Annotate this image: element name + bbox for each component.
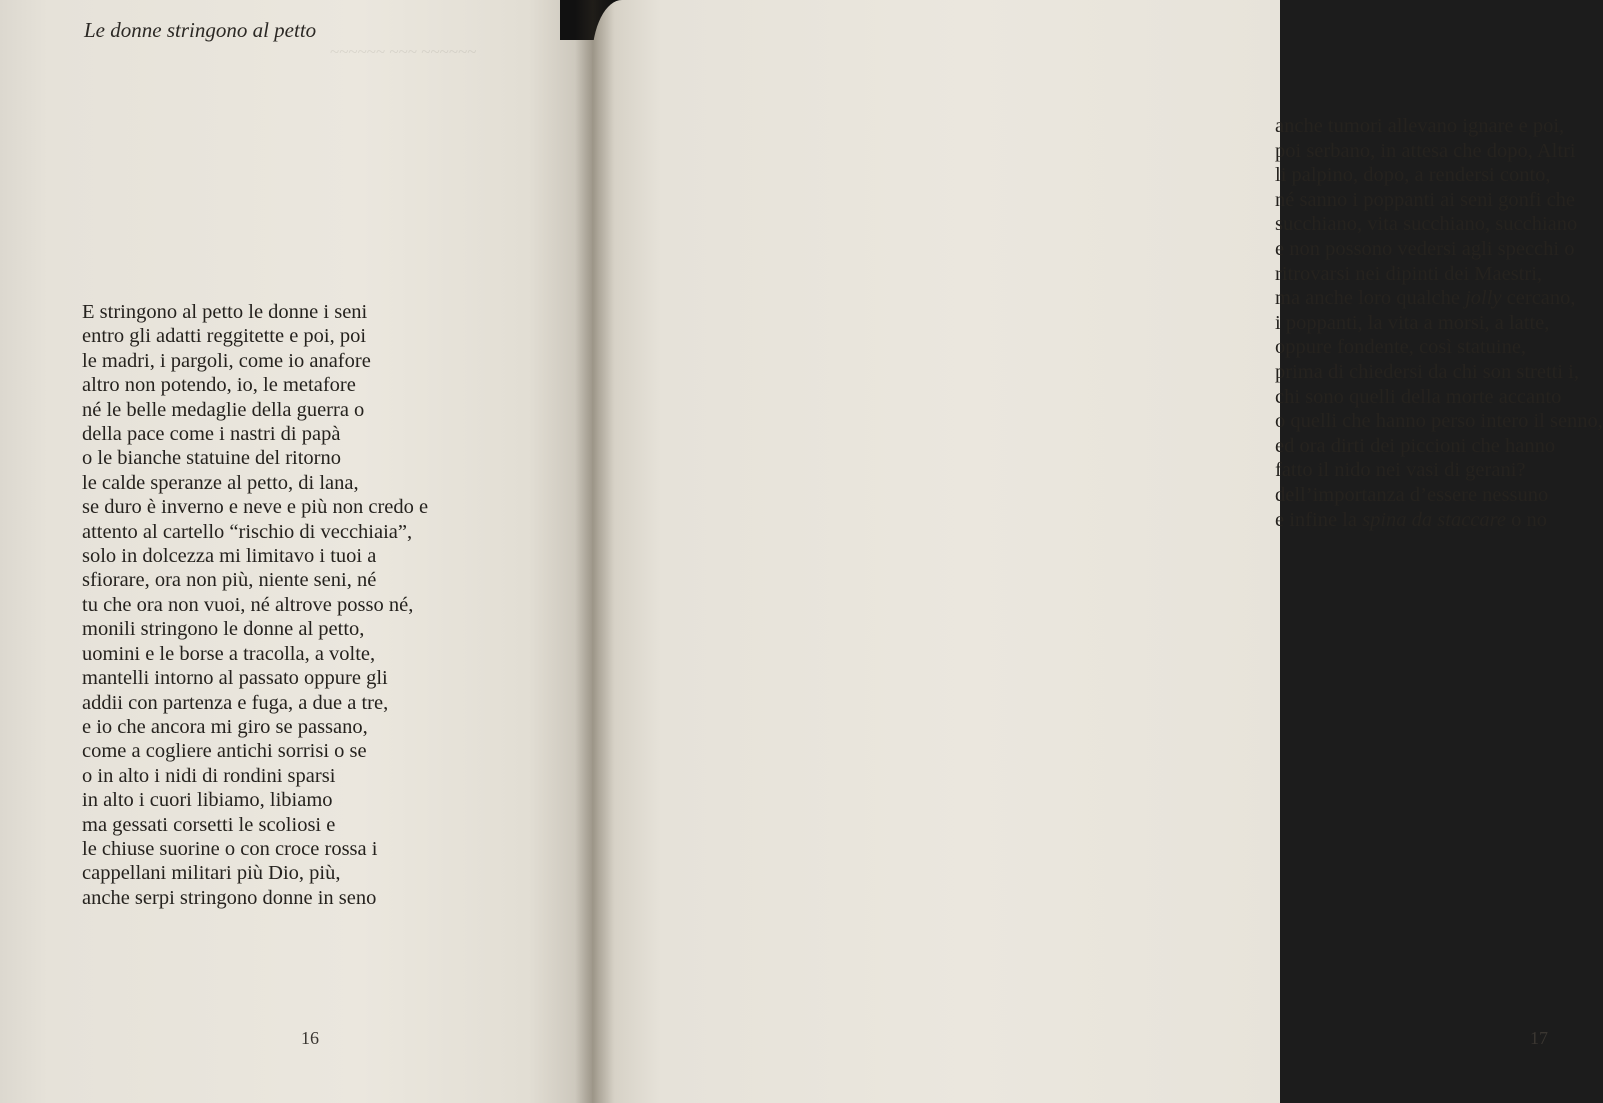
verse-line: monili stringono le donne al petto, — [82, 618, 365, 641]
verse-line: della pace come i nastri di papà — [82, 423, 341, 446]
verse-line: mantelli intorno al passato oppure gli — [82, 667, 388, 690]
verse-line: come a cogliere antichi sorrisi o se — [82, 740, 367, 763]
verse-line: entro gli adatti reggitette e poi, poi — [82, 325, 367, 348]
verse-italic-segment: jolly — [1465, 287, 1502, 310]
verse-line: addii con partenza e fuga, a due a tre, — [82, 691, 389, 714]
verse-line — [1275, 508, 1603, 533]
verse-line: succhiano, vita succhiano, succhiano — [1275, 213, 1578, 236]
verse-line: o quelli che hanno perso intero il senno, — [1275, 410, 1603, 433]
verse-line: altro non potendo, io, le metafore — [82, 374, 356, 397]
verse-line: attento al cartello “rischio di vecchiaia”, — [82, 520, 413, 543]
left-page — [0, 0, 600, 1103]
verse-line: dell’importanza d’essere nessuno — [1275, 483, 1549, 506]
show-through-text: ~~~~~~ ~~~ ~~~~~~ — [330, 42, 477, 61]
verse-line: tu che ora non vuoi, né altrove posso né, — [82, 593, 414, 616]
verse-line: né le belle medaglie della guerra o — [82, 398, 365, 421]
verse-line: sfiorare, ora non più, niente seni, né — [82, 569, 377, 592]
verse-line: li palpino, dopo, a rendersi conto, — [1275, 164, 1551, 187]
verse-line: né sanno i poppanti ai seni gonfi che — [1275, 188, 1576, 211]
verse-line: anche serpi stringono donne in seno — [82, 886, 377, 909]
verse-line: chi sono quelli della morte accanto — [1275, 385, 1562, 408]
verse-line: le chiuse suorine o con croce rossa i — [82, 837, 378, 860]
page-number-right: 17 — [1530, 1028, 1548, 1048]
verse-segment: ma anche loro qualche — [1275, 287, 1466, 310]
verse-line: E stringono al petto le donne i seni — [82, 301, 368, 323]
verse-line: le calde speranze al petto, di lana, — [82, 471, 359, 494]
verse-line: o le bianche statuine del ritorno — [82, 447, 342, 470]
verse-line: e io che ancora mi giro se passano, — [82, 715, 368, 738]
verse-segment: e infine la — [1275, 508, 1363, 531]
verse-line: in alto i cuori libiamo, libiamo — [82, 789, 333, 812]
verse-line: se duro è inverno e neve e più non credo e — [82, 496, 429, 519]
left-poem-text — [82, 300, 428, 910]
verse-line: ma gessati corsetti le scoliosi e — [82, 813, 336, 836]
verse-line: fatto il nido nei vasi di gerani? — [1275, 459, 1526, 482]
verse-line: o in alto i nidi di rondini sparsi — [82, 764, 336, 787]
verse-line: poi serbano, in attesa che dopo, Altri — [1275, 139, 1576, 162]
verse-line: cappellani militari più Dio, più, — [82, 862, 341, 885]
verse-line: ed ora dirti dei piccioni che hanno — [1275, 434, 1556, 457]
verse-line: e non possono vedersi agli specchi o — [1275, 237, 1575, 260]
verse-line: uomini e le borse a tracolla, a volte, — [82, 642, 376, 665]
running-head: Le donne stringono al petto — [84, 18, 317, 42]
verse-line: anche tumori allevano ignare e poi, — [1275, 115, 1565, 137]
verse-line: solo in dolcezza mi limitavo i tuoi a — [82, 545, 377, 568]
verse-line: oppure fondente, così statuine, — [1275, 336, 1527, 359]
page-number-left: 16 — [301, 1028, 319, 1048]
verse-line: i poppanti, la vita a morsi, a latte, — [1275, 311, 1550, 334]
right-page — [592, 0, 1603, 1103]
verse-italic-segment: spina da staccare — [1362, 508, 1506, 531]
verse-line: prima di chiedersi da chi son stretti i, — [1275, 360, 1580, 383]
verse-line — [1275, 286, 1603, 311]
verse-line: le madri, i pargoli, come io anafore — [82, 349, 371, 372]
verse-segment: o no — [1505, 508, 1547, 531]
verse-line: ritrovarsi nei dipinti dei Maestri, — [1275, 262, 1543, 285]
verse-segment: cercano, — [1501, 287, 1576, 310]
right-poem-text — [1275, 114, 1603, 532]
